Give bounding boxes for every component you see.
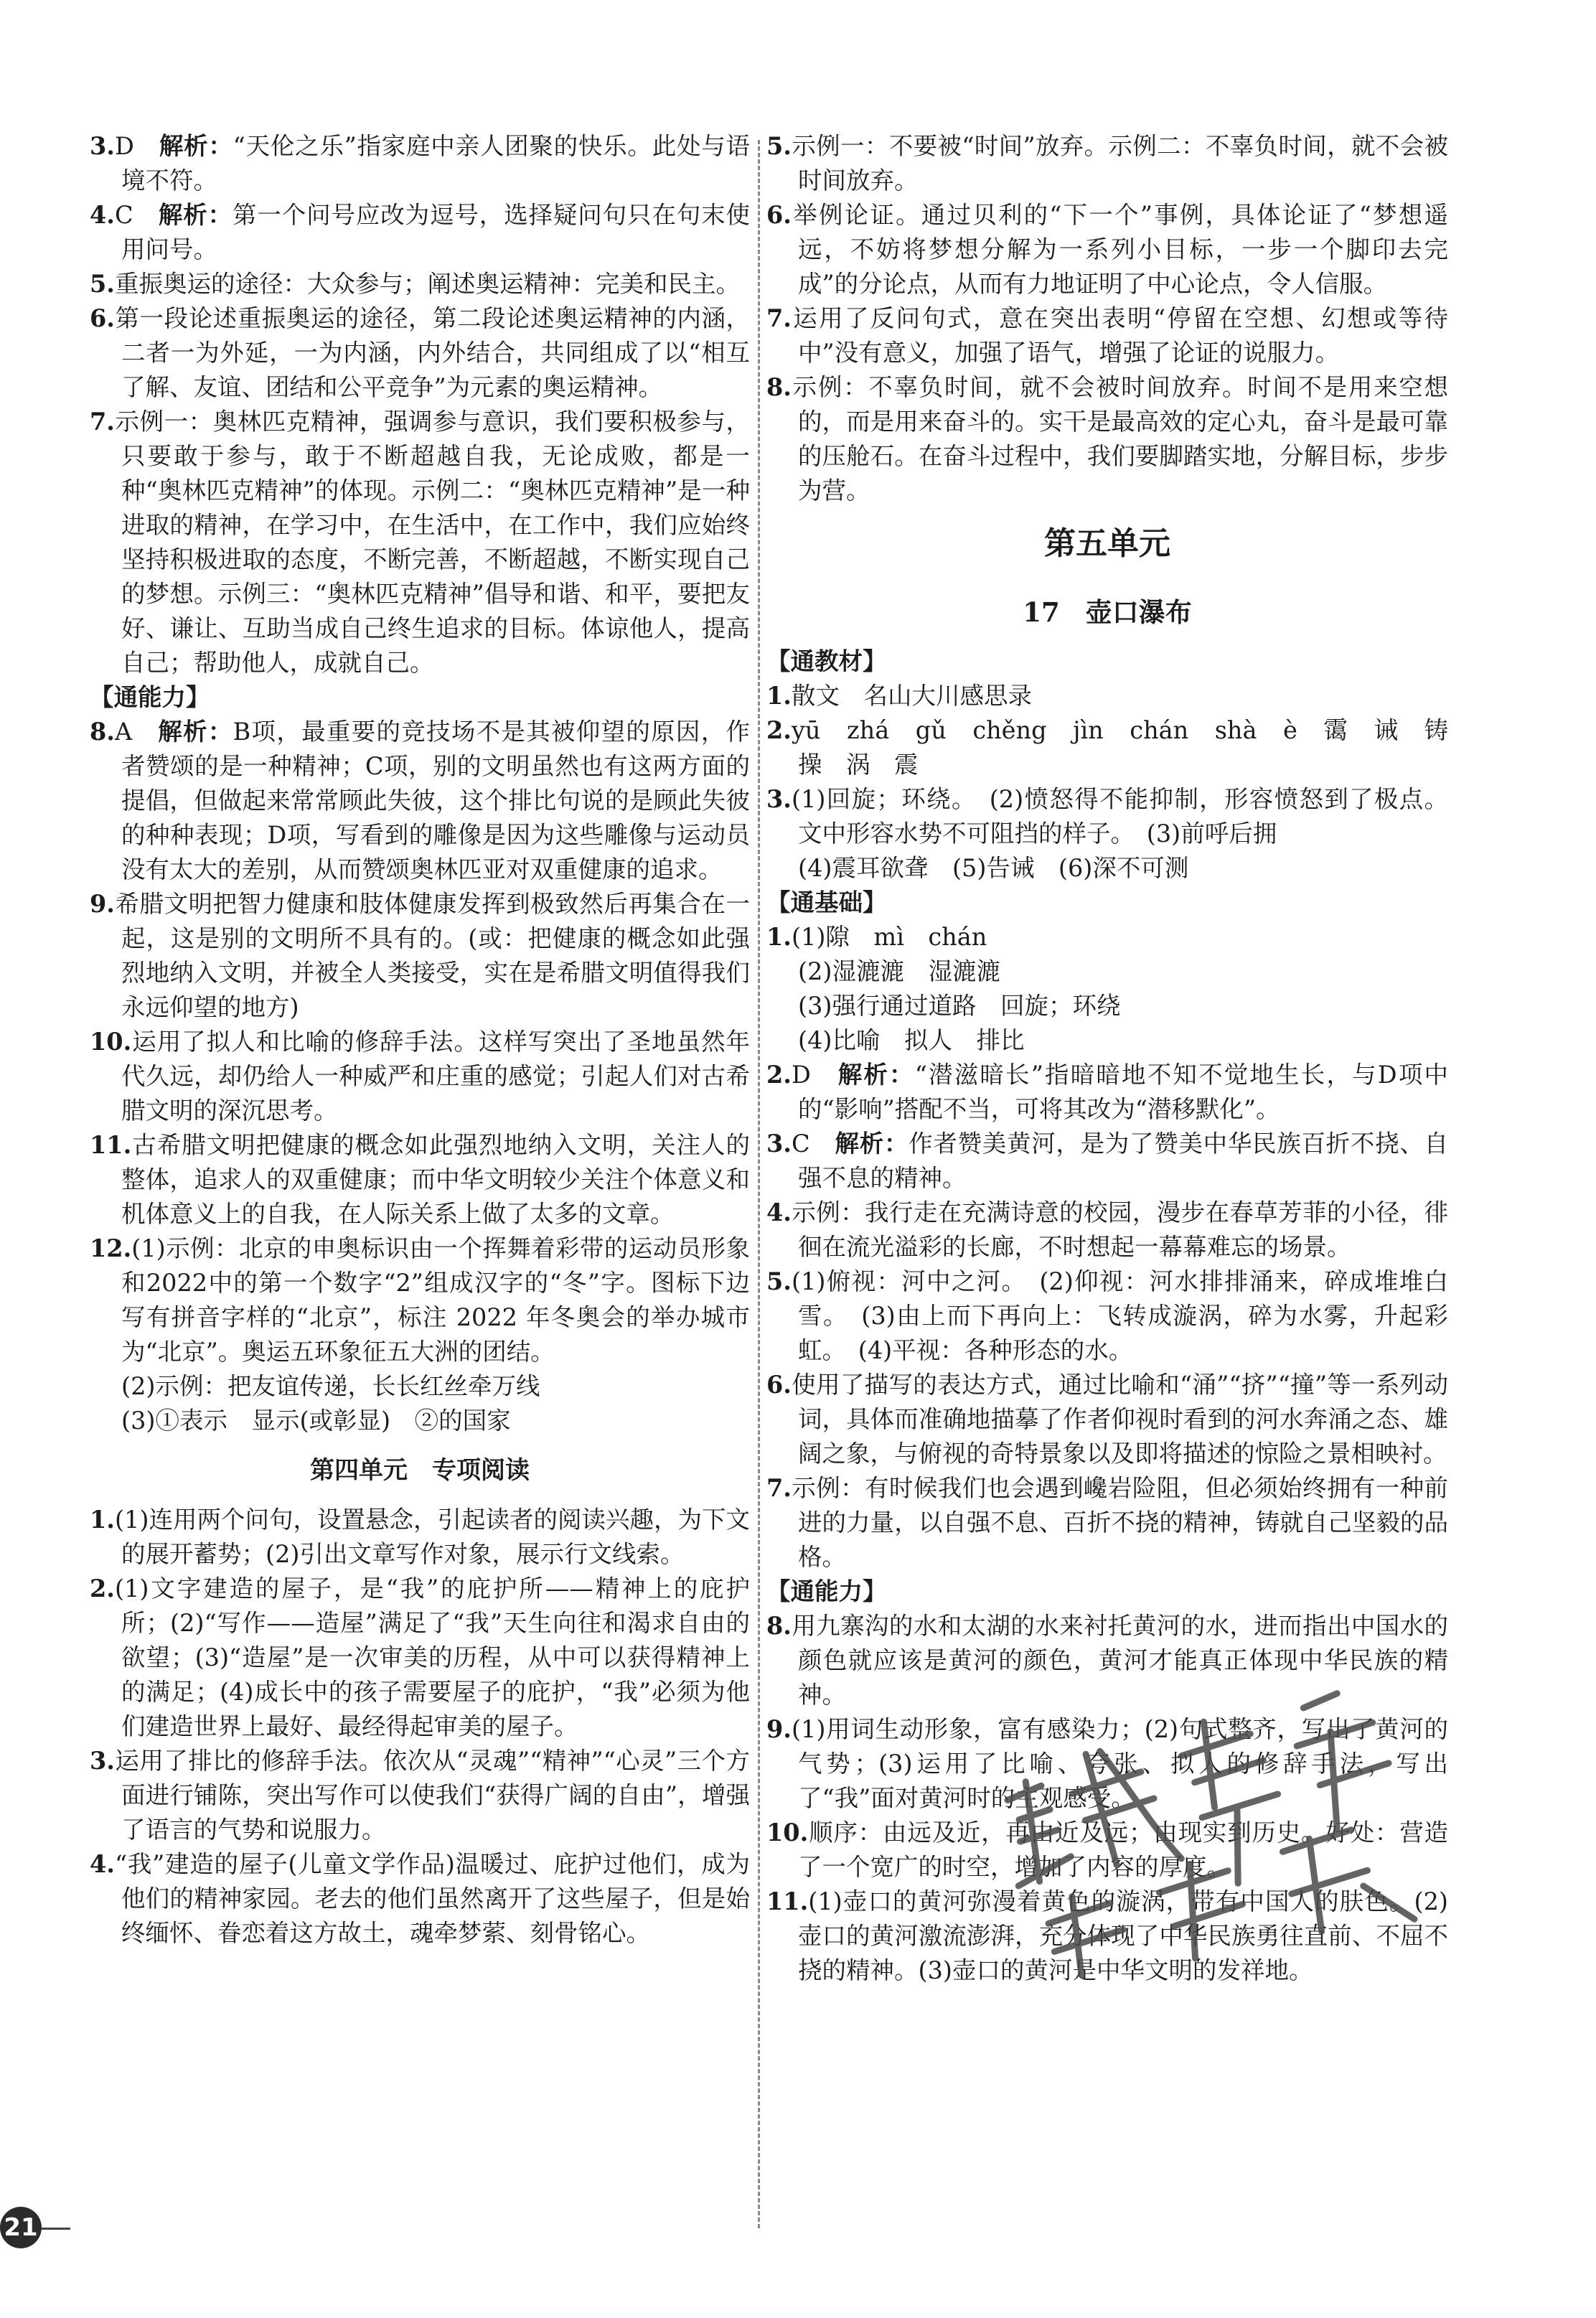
answer-number: 4. (766, 1198, 792, 1226)
answer-number: 2. (766, 716, 792, 744)
answer-subitem: (4)比喻 拟人 排比 (798, 1026, 1025, 1054)
answer-text: (1)俯视：河中之河。 (2)仰视：河水排排涌来，碎成堆堆白雪。 (3)由上而下再向上：飞转成漩涡，碎为水雾，升起彩虹。 (4)平视：各种形态的水。 (791, 1267, 1448, 1364)
answer-number: 10. (766, 1819, 809, 1847)
answer-number: 3. (90, 1747, 115, 1775)
answer-item (766, 782, 1448, 851)
analysis-label: 解析： (837, 1061, 915, 1089)
answer-number: 8. (766, 373, 792, 401)
analysis-label: 解析： (158, 201, 233, 229)
section-header: 【通能力】 (90, 683, 210, 711)
answer-item (766, 198, 1448, 301)
answer-text: 第一段论述重振奥运的途径，第二段论述奥运精神的内涵，二者一为外延，一为内涵，内外结合，共同组成了以“相互了解、友谊、团结和公平竞争”为元素的奥运精神。 (114, 304, 750, 401)
answer-text: yū zhá gǔ chěng jìn chán shà è 霭 诫 铸 操 涡 震 (791, 716, 1473, 779)
answer-item (90, 1744, 750, 1847)
column-divider (758, 140, 760, 2228)
answer-text: (1)回旋；环绕。 (2)愤怒得不能抑制，形容愤怒到了极点。文中形容水势不可阻挡的样子。 (3)前呼后拥 (791, 785, 1448, 848)
answer-item (766, 301, 1448, 370)
answer-number: 1. (90, 1506, 115, 1534)
lesson-title (766, 580, 1448, 644)
section-header: 【通能力】 (766, 1577, 887, 1605)
answer-number: 4. (90, 201, 115, 229)
left-column (90, 129, 750, 1951)
answer-subitem: (3)强行通过道路 回旋；环绕 (798, 992, 1121, 1020)
answer-subitem: (2)湿漉漉 湿漉漉 (798, 957, 1000, 985)
answer-number: 8. (766, 1612, 792, 1640)
answer-item (766, 1368, 1448, 1471)
answer-subitem: (4)震耳欲聋 (5)告诫 (6)深不可测 (798, 854, 1189, 882)
answer-item (90, 1231, 750, 1369)
answer-number: 1. (766, 923, 792, 951)
answer-text: A (114, 718, 159, 746)
analysis-text: “天伦之乐”指家庭中亲人团聚的快乐。此处与语境不符。 (121, 132, 750, 194)
answer-number: 5. (90, 270, 115, 298)
analysis-label: 解析： (159, 132, 233, 160)
analysis-label: 解析： (835, 1130, 909, 1158)
answer-item (90, 1128, 750, 1231)
answer-item (766, 1058, 1448, 1127)
answer-text: 希腊文明把智力健康和肢体健康发挥到极致然后再集合在一起，这是别的文明所不具有的。(或：把健康的概念如此强烈地纳入文明，并被全人类接受，实在是希腊文明值得我们永远仰望的地方) (114, 890, 750, 1021)
answer-number: 9. (766, 1715, 792, 1743)
answer-text: 示例：有时候我们也会遇到巉岩险阻，但必须始终拥有一种前进的力量，以自强不息、百折不挠的精神，铸就自己坚毅的品格。 (791, 1474, 1448, 1571)
answer-item (90, 715, 750, 887)
answer-number: 6. (766, 1371, 792, 1399)
answer-text: D (114, 132, 159, 160)
answer-item (90, 1025, 750, 1128)
answer-text: 示例一：不要被“时间”放弃。示例二：不辜负时间，就不会被时间放弃。 (791, 132, 1448, 194)
answer-number: 5. (766, 132, 792, 160)
answer-item (90, 1503, 750, 1572)
answer-text: 散文 名山大川感思录 (791, 682, 1032, 710)
answer-number: 10. (90, 1028, 132, 1056)
lesson-number: 17 (1023, 596, 1060, 628)
answer-item (90, 267, 750, 301)
answer-item (766, 679, 1448, 713)
analysis-text: “潜滋暗长”指暗暗地不知不觉地生长，与D项中的“影响”搭配不当，可将其改为“潜移默化”。 (798, 1061, 1449, 1123)
analysis-text: 第一个问号应改为逗号，选择疑问句只在句末使用问号。 (121, 201, 750, 263)
answer-item (90, 129, 750, 198)
answer-number: 3. (90, 132, 115, 160)
answer-number: 7. (90, 408, 115, 436)
answer-number: 12. (90, 1234, 132, 1262)
section-title: 第四单元 专项阅读 (310, 1456, 530, 1485)
answer-item (766, 920, 1448, 954)
answer-number: 6. (766, 201, 792, 229)
answer-item (766, 713, 1473, 782)
answer-number: 6. (90, 304, 115, 332)
answer-item (90, 1847, 750, 1951)
answer-item (766, 1196, 1448, 1264)
answer-item (90, 1572, 750, 1744)
page-number: 21 (0, 2207, 42, 2248)
answer-text: 示例一：奥林匹克精神，强调参与意识，我们要积极参与，只要敢于参与，敢于不断超越自我，无论成败，都是一种“奥林匹克精神”的体现。示例二：“奥林匹克精神”是一种进取的精神，在学习中，在生活中，在工作中，我们应始终坚持积极进取的态度，不断完善，不断超越，不断实现自己的梦想。示例三：“奥林匹克精神”倡导和谐、和平，要把友好、谦让、互助当成自己终生追求的目标。体谅他人，提高自己；帮助他人，成就自己。 (114, 408, 750, 677)
answer-text: (1)示例：北京的申奥标识由一个挥舞着彩带的运动员形象和2022中的第一个数字“2”组成汉字的“冬”字。图标下边写有拼音字样的“北京”，标注 2022 年冬奥会的举办城市为“北京”。奥运五环象征五大洲的团结。 (121, 1234, 750, 1366)
analysis-label: 解析： (158, 718, 233, 746)
answer-text: (1)连用两个问句，设置悬念，引起读者的阅读兴趣，为下文的展开蓄势；(2)引出文章写作对象，展示行文线索。 (114, 1506, 750, 1568)
answer-item (766, 370, 1448, 508)
lesson-name: 壶口瀑布 (1085, 596, 1192, 628)
answer-item (90, 405, 750, 680)
answer-number: 2. (90, 1575, 115, 1603)
answer-text: (1)用词生动形象，富有感染力；(2)句式整齐，写出了黄河的气势；(3)运用了比喻、夸张、拟人的修辞手法，写出了“我”面对黄河时的主观感受。 (791, 1715, 1448, 1812)
answer-item (766, 1264, 1448, 1368)
answer-text: 使用了描写的表达方式，通过比喻和“涌”“挤”“撞”等一系列动词，具体而准确地描摹了作者仰视时看到的河水奔涌之态、雄阔之象，与俯视的奇特景象以及即将描述的惊险之景相映衬。 (791, 1371, 1448, 1468)
answer-number: 9. (90, 890, 115, 918)
answer-number: 3. (766, 785, 792, 813)
answer-number: 7. (766, 304, 792, 332)
answer-number: 5. (766, 1267, 792, 1295)
answer-item (766, 129, 1448, 198)
answer-item (90, 887, 750, 1025)
answer-number: 1. (766, 682, 792, 710)
answer-subitem: (2)示例：把友谊传递，长长红丝牵万线 (121, 1372, 540, 1400)
analysis-text: B项，最重要的竞技场不是其被仰望的原因，作者赞颂的是一种精神；C项，别的文明虽然也有这两方面的提倡，但做起来常常顾此失彼，这个排比句说的是顾此失彼的种种表现；D项，写看到的雕像是因为这些雕像与运动员没有太大的差别，从而赞颂奥林匹亚对双重健康的追求。 (121, 718, 751, 883)
answer-number: 7. (766, 1474, 792, 1502)
answer-subitem: (3)①表示 显示(或彰显) ②的国家 (121, 1407, 511, 1435)
answer-item (90, 198, 750, 267)
answer-number: 4. (90, 1850, 115, 1878)
unit-title: 第五单元 (1044, 525, 1170, 562)
answer-text: “我”建造的屋子(儿童文学作品)温暖过、庇护过他们，成为他们的精神家园。老去的他们虽然离开了这些屋子，但是始终缅怀、眷恋着这方故土，魂牵梦萦、刻骨铭心。 (114, 1850, 750, 1947)
section-header: 【通基础】 (766, 888, 887, 916)
answer-text: 示例：不辜负时间，就不会被时间放弃。时间不是用来空想的，而是用来奋斗的。实干是最高效的定心丸，奋斗是最可靠的压舱石。在奋斗过程中，我们要脚踏实地，分解目标，步步为营。 (791, 373, 1448, 505)
answer-item (766, 1471, 1448, 1575)
answer-text: (1)文字建造的屋子，是“我”的庇护所——精神上的庇护所；(2)“写作——造屋”满足了“我”天生向往和渴求自由的欲望；(3)“造屋”是一次审美的历程，从中可以获得精神上的满足；(4)成长中的孩子需要屋子的庇护，“我”必须为他们建造世界上最好、最经得起审美的屋子。 (114, 1575, 750, 1740)
page-number-rule (42, 2228, 70, 2230)
answer-text: 运用了反问句式，意在突出表明“停留在空想、幻想或等待中”没有意义，加强了语气，增强了论证的说服力。 (791, 304, 1448, 367)
section-header: 【通教材】 (766, 647, 887, 675)
answer-text: 用九寨沟的水和太湖的水来衬托黄河的水，进而指出中国水的颜色就应该是黄河的颜色，黄河才能真正体现中华民族的精神。 (791, 1612, 1448, 1709)
answer-text: (1)壶口的黄河弥漫着黄色的漩涡，带有中国人的肤色。(2)壶口的黄河激流澎湃，充分体现了中华民族勇往直前、不屈不挠的精神。(3)壶口的黄河是中华文明的发祥地。 (798, 1887, 1448, 1984)
answer-text: 举例论证。通过贝利的“下一个”事例，具体论证了“梦想遥远，不妨将梦想分解为一系列小目标，一步一个脚印去完成”的分论点，从而有力地证明了中心论点，令人信服。 (791, 201, 1448, 298)
answer-text: 重振奥运的途径：大众参与；阐述奥运精神：完美和民主。 (114, 270, 740, 298)
answer-number: 11. (90, 1131, 132, 1159)
answer-text: C (114, 201, 159, 229)
analysis-text: 作者赞美黄河，是为了赞美中华民族百折不挠、自强不息的精神。 (798, 1130, 1448, 1192)
answer-text: 示例：我行走在充满诗意的校园，漫步在春草芳菲的小径，徘徊在流光溢彩的长廊，不时想起一幕幕难忘的场景。 (791, 1198, 1448, 1261)
answer-item (766, 1127, 1448, 1196)
answer-text: D (791, 1061, 838, 1089)
answer-text: C (791, 1130, 835, 1158)
answer-number: 11. (766, 1887, 809, 1915)
answer-text: 运用了拟人和比喻的修辞手法。这样写突出了圣地虽然年代久远，却仍给人一种威严和庄重的感觉；引起人们对古希腊文明的深沉思考。 (121, 1028, 750, 1125)
answer-number: 8. (90, 718, 115, 746)
answer-text: (1)隙 mì chán (791, 923, 987, 951)
answer-text: 顺序：由远及近，再由近及远；由现实到历史。好处：营造了一个宽广的时空，增加了内容的厚度。 (798, 1819, 1448, 1881)
answer-text: 运用了排比的修辞手法。依次从“灵魂”“精神”“心灵”三个方面进行铺陈，突出写作可以使我们“获得广阔的自由”，增强了语言的气势和说服力。 (114, 1747, 750, 1844)
answer-number: 2. (766, 1061, 792, 1089)
answer-number: 3. (766, 1130, 792, 1158)
answer-item (90, 301, 750, 405)
answer-text: 古希腊文明把健康的概念如此强烈地纳入文明，关注人的整体，追求人的双重健康；而中华文明较少关注个体意义和机体意义上的自我，在人际关系上做了太多的文章。 (121, 1131, 750, 1228)
